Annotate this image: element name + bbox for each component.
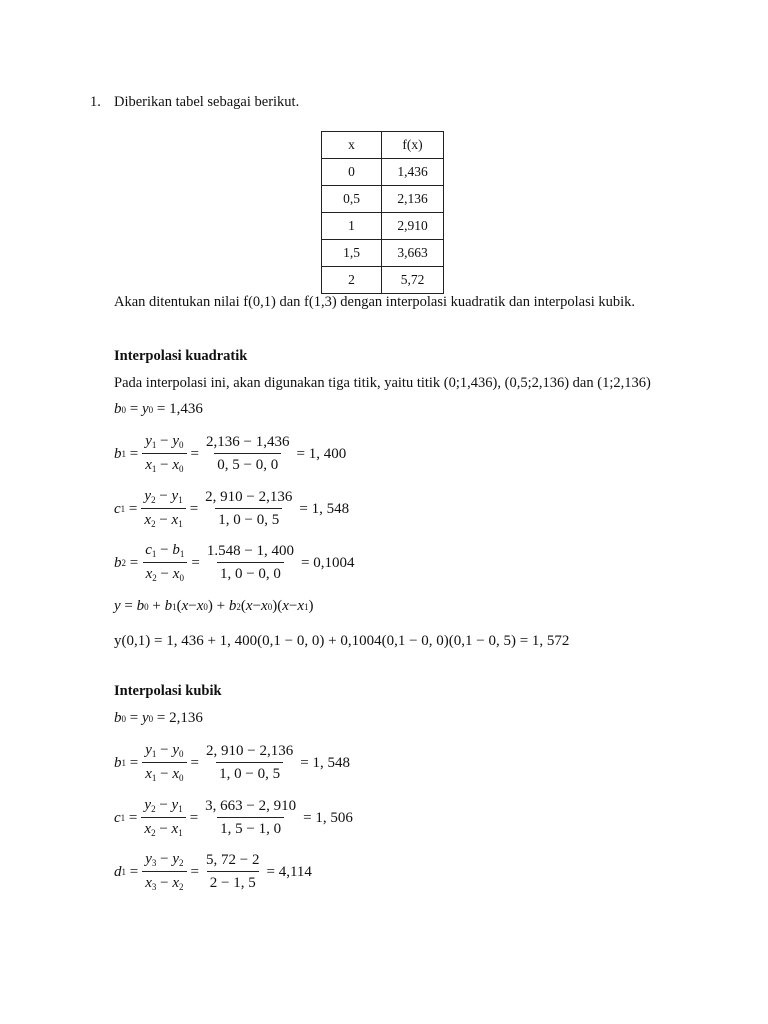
d1-numerator: 5, 72 − 2 xyxy=(206,852,260,868)
b1-numerator: 2, 910 − 2,136 xyxy=(206,743,294,759)
fraction: $\frac{y_3 - y_2}{x_3 - x_2}$ xyxy=(142,852,186,892)
table-cell-x: 1 xyxy=(322,213,382,240)
equation-b2-quadratic: b 2 = $\frac{c_1 - b_1}{x_2 - x_0}$ = $\frac{1.548 - 1, 400}{1, 0 - 0, 0}$ = 0,1004 xyxy=(114,542,355,583)
table-cell-fx: 3,663 xyxy=(382,240,444,267)
table-cell-x: 1,5 xyxy=(322,240,382,267)
fraction: $\frac{y_2 - y_1}{x_2 - x_1}$ xyxy=(141,798,185,838)
c1-value: 1, 506 xyxy=(315,809,353,826)
equation-b0-cubic: b 0 = y 0 = 2,136 xyxy=(114,710,203,726)
c1-value: 1, 548 xyxy=(311,500,350,517)
fraction: $\frac{y_2 - y_1}{x_2 - x_1}$ xyxy=(141,489,185,529)
b1-numerator: 2,136 − 1,436 xyxy=(206,434,290,450)
b2-numerator: 1.548 − 1, 400 xyxy=(206,543,295,559)
b0-value: 1,436 xyxy=(169,401,203,417)
fraction xyxy=(203,435,292,473)
quadratic-heading: Interpolasi kuadratik xyxy=(114,348,248,364)
table-row xyxy=(322,186,444,213)
d1-value: 4,114 xyxy=(278,863,312,880)
problem-number: 1. xyxy=(90,94,101,110)
equation-b0-quadratic: b 0 = y 0 = 1,436 xyxy=(114,401,203,417)
fraction xyxy=(203,744,296,782)
b0-value: 2,136 xyxy=(169,710,203,726)
fraction xyxy=(202,490,295,528)
table-header-fx: f(x) xyxy=(382,132,444,159)
table-cell-fx: 5,72 xyxy=(382,267,444,294)
c1-numerator: 2, 910 − 2,136 xyxy=(205,489,293,505)
fraction: $\frac{y_1 - y_0}{x_1 - x_0}$ xyxy=(142,434,186,474)
c1-denominator: 1, 0 − 0, 5 xyxy=(215,508,282,528)
b1-value: 1, 548 xyxy=(312,754,350,771)
c1-numerator: 3, 663 − 2, 910 xyxy=(205,798,297,814)
equation-c1-cubic: c 1 = $\frac{y_2 - y_1}{x_2 - x_1}$ = $\frac{3, 663 - 2, 910}{1, 5 - 1, 0}$ = 1, 506 xyxy=(114,797,353,838)
cubic-heading: Interpolasi kubik xyxy=(114,683,222,699)
table-row xyxy=(322,213,444,240)
table-cell-fx: 2,136 xyxy=(382,186,444,213)
problem-intro xyxy=(90,94,299,111)
table-header-x: x xyxy=(322,132,382,159)
problem-intro-text: Diberikan tabel sebagai berikut. xyxy=(114,94,300,110)
equation-d1-cubic: d 1 = $\frac{y_3 - y_2}{x_3 - x_2}$ = $\frac{5, 72 - 2}{2 - 1, 5}$ = 4,114 xyxy=(114,851,312,892)
fraction: $\frac{c_1 - b_1}{x_2 - x_0}$ xyxy=(142,543,187,583)
fraction: $\frac{y_1 - y_0}{x_1 - x_0}$ xyxy=(142,743,186,783)
table-cell-fx: 2,910 xyxy=(382,213,444,240)
equation-b1-cubic: b 1 = $\frac{y_1 - y_0}{x_1 - x_0}$ = $\frac{2, 910 - 2,136}{1, 0 - 0, 5}$ = 1, 548 xyxy=(114,742,350,783)
fraction xyxy=(204,544,297,582)
table-cell-x: 0 xyxy=(322,159,382,186)
equation-polynomial: y = b 0 + b 1 ( x − x 0 ) + b 2 ( x − x 0 )( x − x 1 ) xyxy=(114,598,314,614)
table-row xyxy=(322,159,444,186)
equation-b1-quadratic: b 1 = $\frac{y_1 - y_0}{x_1 - x_0}$ = $\frac{2,136 - 1,436}{0, 5 - 0, 0}$ = 1, 400 xyxy=(114,433,347,474)
table-row xyxy=(322,267,444,294)
c1-denominator: 1, 5 − 1, 0 xyxy=(217,817,284,837)
table-cell-x: 0,5 xyxy=(322,186,382,213)
b1-denominator: 1, 0 − 0, 5 xyxy=(216,762,283,782)
equation-evaluation: y(0,1) = 1, 436 + 1, 400(0,1 − 0, 0) + 0,1004(0,1 − 0, 0)(0,1 − 0, 5) = 1, 572 xyxy=(114,633,570,649)
b1-denominator: 0, 5 − 0, 0 xyxy=(214,453,281,473)
quadratic-description: Pada interpolasi ini, akan digunakan tiga titik, yaitu titik (0;1,436), (0,5;2,136) dan (1;2,136) xyxy=(114,375,651,391)
equation-c1-quadratic: c 1 = $\frac{y_2 - y_1}{x_2 - x_1}$ = $\frac{2, 910 - 2,136}{1, 0 - 0, 5}$ = 1, 548 xyxy=(114,488,350,529)
b1-value: 1, 400 xyxy=(308,445,347,462)
task-statement: Akan ditentukan nilai f(0,1) dan f(1,3) dengan interpolasi kuadratik dan interpolasi kubik. xyxy=(114,294,636,310)
table-cell-x: 2 xyxy=(322,267,382,294)
table-header-row xyxy=(322,132,444,159)
fraction xyxy=(202,799,299,837)
b2-value: 0,1004 xyxy=(313,554,355,571)
table-row xyxy=(322,240,444,267)
fraction xyxy=(203,853,262,891)
table-cell-fx: 1,436 xyxy=(382,159,444,186)
d1-denominator: 2 − 1, 5 xyxy=(207,871,259,891)
b2-denominator: 1, 0 − 0, 0 xyxy=(217,562,284,582)
data-table xyxy=(321,131,444,294)
